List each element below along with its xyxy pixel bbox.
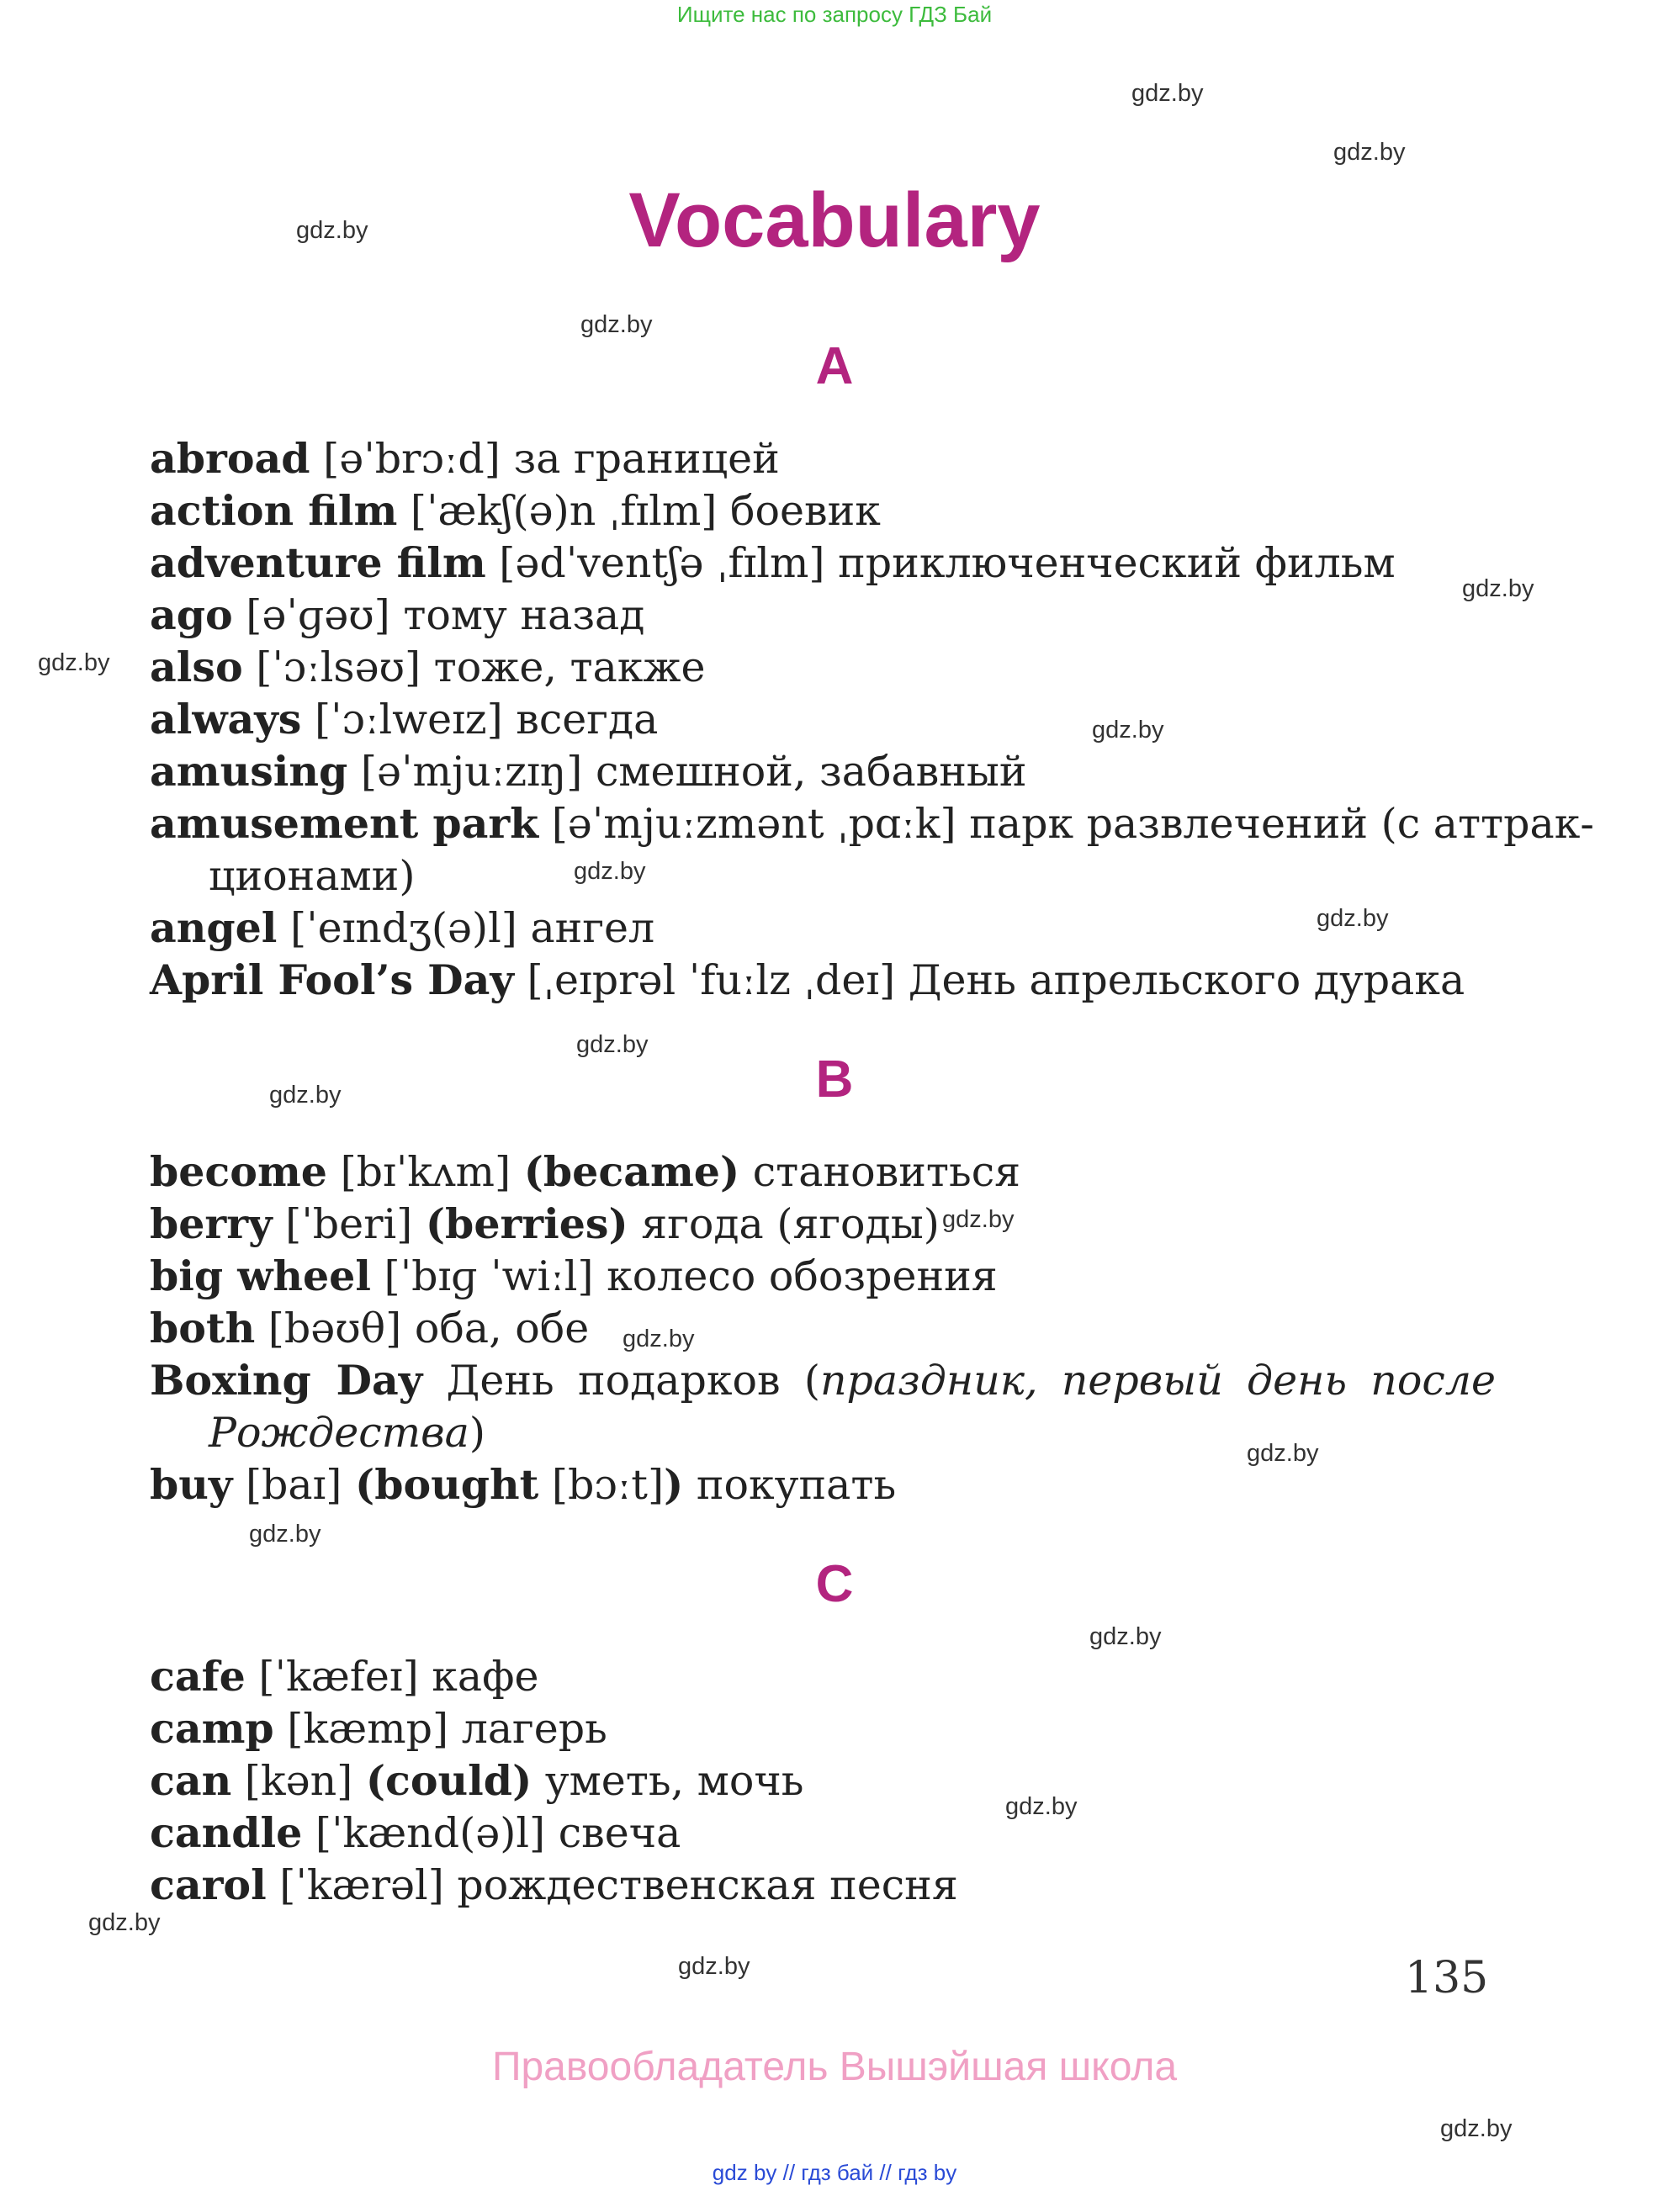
- transcription: [ˈkærəl]: [279, 1861, 444, 1909]
- watermark: gdz.by: [269, 1082, 342, 1109]
- headword: berry: [150, 1199, 273, 1248]
- watermark: gdz.by: [678, 1953, 750, 1980]
- translation: День апрельского дурака: [908, 956, 1465, 1004]
- past-form: (could): [365, 1756, 532, 1805]
- past-form-transcription: [bɔːt]: [551, 1461, 665, 1509]
- transcription: [ˈberi]: [285, 1200, 413, 1248]
- watermark: gdz.by: [1247, 1440, 1319, 1467]
- translation: покупать: [696, 1461, 897, 1509]
- headword: always: [150, 695, 302, 744]
- section-letter-a: A: [815, 337, 854, 395]
- transcription: [kən]: [244, 1757, 353, 1805]
- closing-paren: ): [469, 1409, 485, 1457]
- usage-note-continued: Рождества: [209, 1409, 469, 1457]
- entry-adventure-film: [150, 537, 1496, 590]
- entry-can: [150, 1754, 1496, 1807]
- page-number: 135: [1405, 1953, 1489, 2003]
- translation: ягода (ягоды): [641, 1200, 940, 1248]
- top-banner[interactable]: Ищите нас по запросу ГДЗ Бай: [676, 2, 993, 27]
- translation: оба, обе: [414, 1304, 590, 1352]
- transcription: [baɪ]: [245, 1461, 342, 1509]
- headword: become: [150, 1147, 327, 1196]
- entry-angel: [150, 902, 1496, 955]
- translation: приключенческий фильм: [838, 539, 1396, 587]
- watermark: gdz.by: [88, 1909, 161, 1936]
- entry-april-fools-day: [150, 954, 1496, 1007]
- transcription: [ədˈventʃə ˌfɪlm]: [499, 539, 825, 587]
- translation: кафе: [432, 1653, 539, 1701]
- past-form-close: ): [664, 1460, 684, 1509]
- watermark: gdz.by: [580, 311, 653, 338]
- entry-abroad: [150, 432, 1496, 485]
- watermark: gdz.by: [576, 1031, 649, 1058]
- entry-also: [150, 641, 1496, 694]
- transcription: [əˈmjuːzɪŋ]: [360, 748, 583, 796]
- transcription: [əˈɡəʊ]: [246, 591, 390, 639]
- rights-holder: Правообладатель Вышэйшая школа: [491, 2045, 1178, 2089]
- watermark: gdz.by: [942, 1206, 1015, 1233]
- headword: angel: [150, 903, 278, 952]
- entry-amusing: [150, 745, 1496, 798]
- transcription: [ˌeɪprəl ˈfuːlz ˌdeɪ]: [527, 956, 896, 1004]
- headword: carol: [150, 1860, 267, 1909]
- headword: both: [150, 1304, 256, 1352]
- entry-cafe: [150, 1650, 1496, 1703]
- translation: колесо обозрения: [607, 1252, 998, 1300]
- translation: рождественская песня: [457, 1861, 958, 1909]
- transcription: [ˈkæfeɪ]: [258, 1653, 419, 1701]
- transcription: [ˈækʃ(ə)n ˌfɪlm]: [410, 487, 718, 535]
- watermark: gdz.by: [1333, 139, 1406, 166]
- watermark: gdz.by: [1131, 80, 1204, 107]
- translation: лагерь: [461, 1705, 607, 1753]
- watermark: gdz.by: [1005, 1793, 1078, 1820]
- entry-amusement-park: [150, 797, 1594, 902]
- entry-ago: [150, 589, 1496, 642]
- watermark: gdz.by: [296, 217, 368, 244]
- entry-berry: [150, 1198, 1496, 1251]
- entry-big-wheel: [150, 1250, 1496, 1303]
- watermark: gdz.by: [623, 1326, 695, 1352]
- translation: за границей: [513, 435, 780, 483]
- translation: смешной, забавный: [595, 748, 1027, 796]
- transcription: [kæmp]: [287, 1705, 449, 1753]
- headword: cafe: [150, 1652, 246, 1701]
- past-form: (became): [523, 1147, 740, 1196]
- headword: amusement park: [150, 799, 539, 848]
- usage-note: праздник, первый день после: [820, 1357, 1497, 1405]
- watermark: gdz.by: [1092, 717, 1164, 744]
- headword: big wheel: [150, 1252, 371, 1300]
- headword: amusing: [150, 747, 348, 796]
- translation: свеча: [558, 1809, 681, 1857]
- past-form: (bought: [355, 1460, 539, 1509]
- headword: Boxing Day: [150, 1356, 423, 1405]
- headword: camp: [150, 1704, 274, 1753]
- entry-carol: [150, 1859, 1496, 1912]
- entry-line: [150, 1354, 1496, 1407]
- section-letter-c: C: [815, 1555, 854, 1613]
- translation: уметь, мочь: [544, 1757, 804, 1805]
- headword: buy: [150, 1460, 233, 1509]
- transcription: [bɪˈkʌm]: [340, 1148, 511, 1196]
- headword: adventure film: [150, 538, 486, 587]
- entry-action-film: [150, 484, 1496, 537]
- transcription: [əˈbrɔːd]: [323, 435, 501, 483]
- headword: action film: [150, 486, 398, 535]
- transcription: [əˈmjuːzmənt ˌpɑːk]: [551, 800, 956, 848]
- translation: боевик: [730, 487, 881, 535]
- watermark: gdz.by: [1089, 1623, 1162, 1650]
- transcription: [ˈɔːlweɪz]: [314, 696, 503, 744]
- transcription: [ˈɔːlsəʊ]: [256, 643, 421, 691]
- headword: April Fool’s Day: [150, 955, 514, 1004]
- translation: всегда: [516, 696, 659, 744]
- translation: тоже, также: [433, 643, 706, 691]
- headword: ago: [150, 590, 233, 639]
- translation: День подарков (: [446, 1357, 820, 1405]
- headword: abroad: [150, 434, 310, 483]
- translation: становиться: [752, 1148, 1021, 1196]
- entry-camp: [150, 1702, 1496, 1755]
- headword: also: [150, 643, 243, 691]
- translation: тому назад: [403, 591, 645, 639]
- headword: candle: [150, 1808, 303, 1857]
- page-title: Vocabulary: [628, 177, 1041, 263]
- section-letter-b: B: [815, 1050, 854, 1109]
- watermark: gdz.by: [1317, 905, 1389, 932]
- entry-always: [150, 693, 1496, 746]
- translation-continued: ционами): [209, 852, 416, 900]
- watermark: gdz.by: [574, 858, 646, 885]
- translation: парк развлечений (с аттрак-: [969, 800, 1594, 848]
- entry-become: [150, 1146, 1496, 1199]
- watermark: gdz.by: [38, 649, 110, 676]
- transcription: [ˈeɪndʒ(ə)l]: [290, 904, 517, 952]
- entry-both: [150, 1302, 1496, 1355]
- bottom-links[interactable]: gdz by // гдз бай // гдз by: [712, 2160, 957, 2185]
- headword: can: [150, 1756, 232, 1805]
- transcription: [bəʊθ]: [268, 1304, 402, 1352]
- translation: ангел: [530, 904, 655, 952]
- watermark: gdz.by: [1462, 575, 1534, 602]
- transcription: [ˈbɪɡ ˈwiːl]: [384, 1252, 594, 1300]
- transcription: [ˈkænd(ə)l]: [315, 1809, 546, 1857]
- plural-form: (berries): [425, 1199, 628, 1248]
- watermark: gdz.by: [249, 1521, 321, 1548]
- watermark: gdz.by: [1440, 2115, 1513, 2142]
- entry-candle: [150, 1807, 1496, 1860]
